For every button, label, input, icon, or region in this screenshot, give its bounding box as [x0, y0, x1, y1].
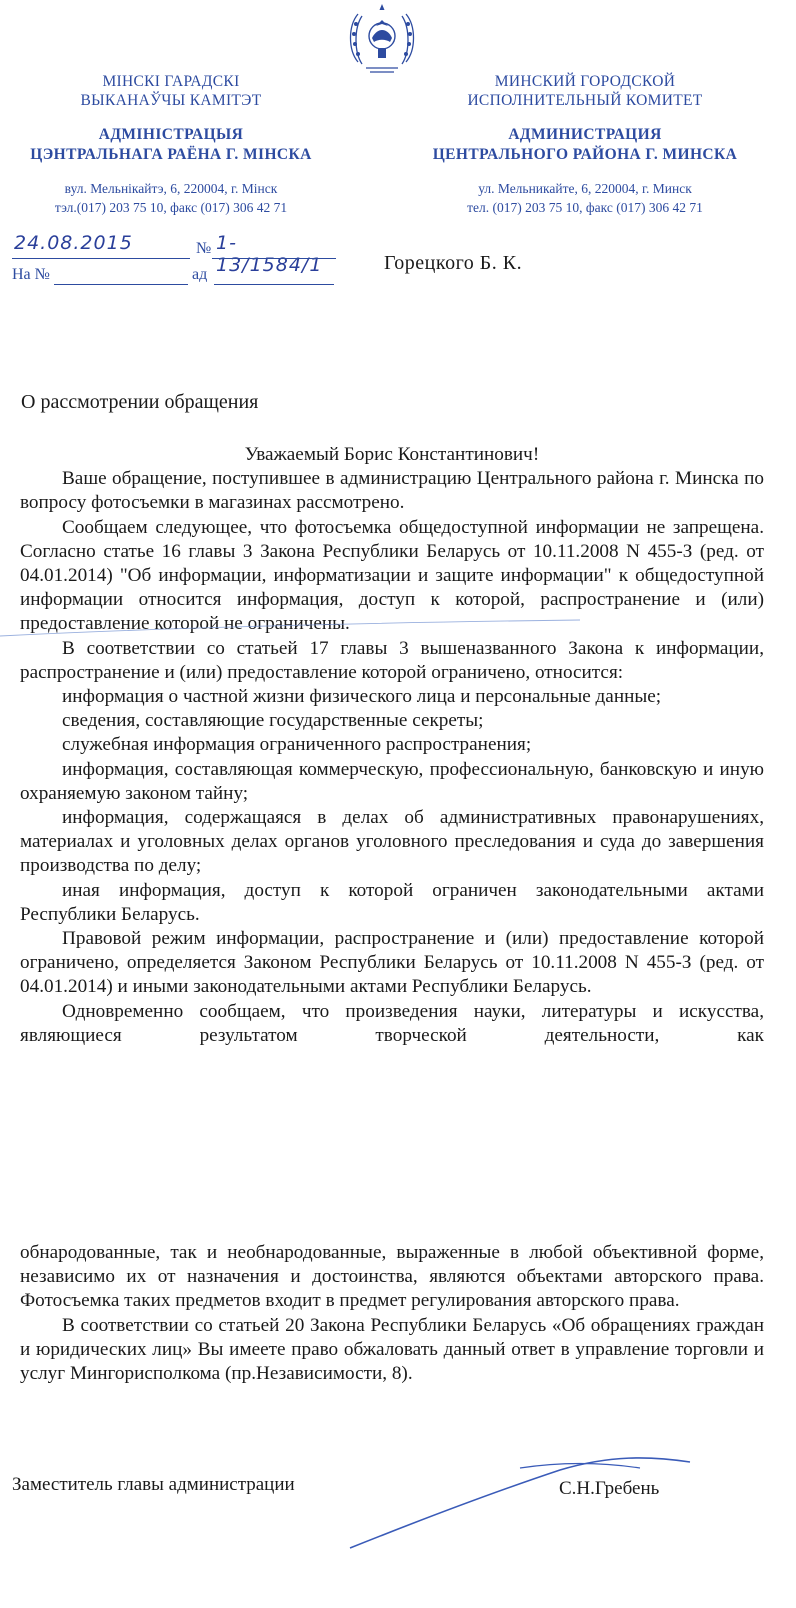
header-right	[398, 72, 772, 217]
header-right-line1: МИНСКИЙ ГОРОДСКОЙ	[494, 73, 676, 90]
ref-label: На №	[12, 266, 50, 283]
header-left-line1: МІНСКІ ГАРАДСКІ	[102, 73, 240, 90]
header-left-phones: тэл.(017) 203 75 10, факс (017) 306 42 71	[54, 200, 288, 215]
header-left-line2: ВЫКАНАЎЧЫ КАМІТЭТ	[80, 92, 262, 109]
paragraph-5-end: обнародованные, так и необнародованные, выраженные в любой объективной форме, независимо их от назначения и достоинства, являются объектами авторского права. Фотосъемка таких предметов входит в предмет регулирования авторского права.	[20, 1242, 764, 1312]
list-item: служебная информация ограниченного распространения;	[62, 734, 532, 756]
header-left-org2: ЦЭНТРАЛЬНАГА РАЁНА Г. МІНСКА	[30, 146, 312, 163]
paragraph-2: Сообщаем следующее, что фотосъемка общедоступной информации не запрещена. Согласно статье 16 главы 3 Закона Республики Беларусь от 10.11.2008 N 455-З (ред. от 04.01.2014) "Об информации, информатизации и защите информации" к общедоступной информации относится информация, доступ к которой, распространение и (или) предоставление которой не ограничены.	[20, 516, 764, 635]
header-right-address: ул. Мельникайте, 6, 220004, г. Минск	[478, 181, 692, 196]
header-right-line2: ИСПОЛНИТЕЛЬНЫЙ КОМИТЕТ	[467, 92, 703, 109]
number-label: №	[196, 240, 212, 257]
paragraph-4: Правовой режим информации, распространение и (или) предоставление которой ограничено, определяется Законом Республики Беларусь от 10.11.2008 N 455-З (ред. от 04.01.2014) и иными законодательными актами Республики Беларусь.	[20, 928, 764, 998]
subject-line: О рассмотрении обращения	[21, 391, 259, 413]
handwritten-number: 1-13/1584/1	[216, 232, 323, 276]
list-item: информация, содержащаяся в делах об административных правонарушениях, материалах и уголовных делах органов уголовного преследования и суда до завершения производства по делу;	[20, 807, 764, 877]
header-right-org1: АДМИНИСТРАЦИЯ	[508, 126, 662, 143]
list-item: сведения, составляющие государственные секреты;	[62, 710, 484, 732]
letter-body-part2	[20, 1241, 764, 1386]
signer-name: С.Н.Гребень	[559, 1478, 660, 1499]
addressee: Горецкого Б. К.	[384, 252, 523, 274]
header-left	[0, 72, 342, 217]
registration-block	[12, 232, 342, 290]
list-item: информация о частной жизни физического лица и персональные данные;	[62, 686, 662, 708]
header-right-phones: тел. (017) 203 75 10, факс (017) 306 42 71	[467, 200, 703, 215]
paragraph-6: В соответствии со статьей 20 Закона Республики Беларусь «Об обращениях граждан и юридических лиц» Вы имеете право обжаловать данный ответ в управление торговли и услуг Мингорисполкома (пр.Независимости, 8).	[20, 1314, 764, 1385]
ref-from-label: ад	[192, 266, 208, 283]
salutation: Уважаемый Борис Константинович!	[244, 444, 540, 465]
list-item: иная информация, доступ к которой ограничен законодательными актами Республики Беларусь.	[20, 879, 764, 925]
header-left-address: вул. Мельнікайтэ, 6, 220004, г. Мінск	[64, 181, 278, 196]
letter-body-part1	[20, 443, 764, 1048]
state-emblem	[344, 2, 420, 74]
header-right-org2: ЦЕНТРАЛЬНОГО РАЙОНА Г. МИНСКА	[432, 146, 738, 163]
list-item: информация, составляющая коммерческую, профессиональную, банковскую и иную охраняемую законом тайну;	[20, 758, 764, 804]
handwritten-date: 24.08.2015	[14, 232, 133, 254]
signer-title: Заместитель главы администрации	[12, 1474, 295, 1495]
paragraph-1: Ваше обращение, поступившее в администрацию Центрального района г. Минска по вопросу фотосъемки в магазинах рассмотрено.	[20, 468, 764, 514]
paragraph-3: В соответствии со статьей 17 главы 3 вышеназванного Закона к информации, распространение и (или) предоставление которой ограничено, относится:	[20, 637, 764, 683]
header-left-org1: АДМІНІСТРАЦЫЯ	[98, 126, 244, 143]
paragraph-5-start: Одновременно сообщаем, что произведения науки, литературы и искусства, являющиеся результатом творческой деятельности, как	[20, 1000, 764, 1046]
